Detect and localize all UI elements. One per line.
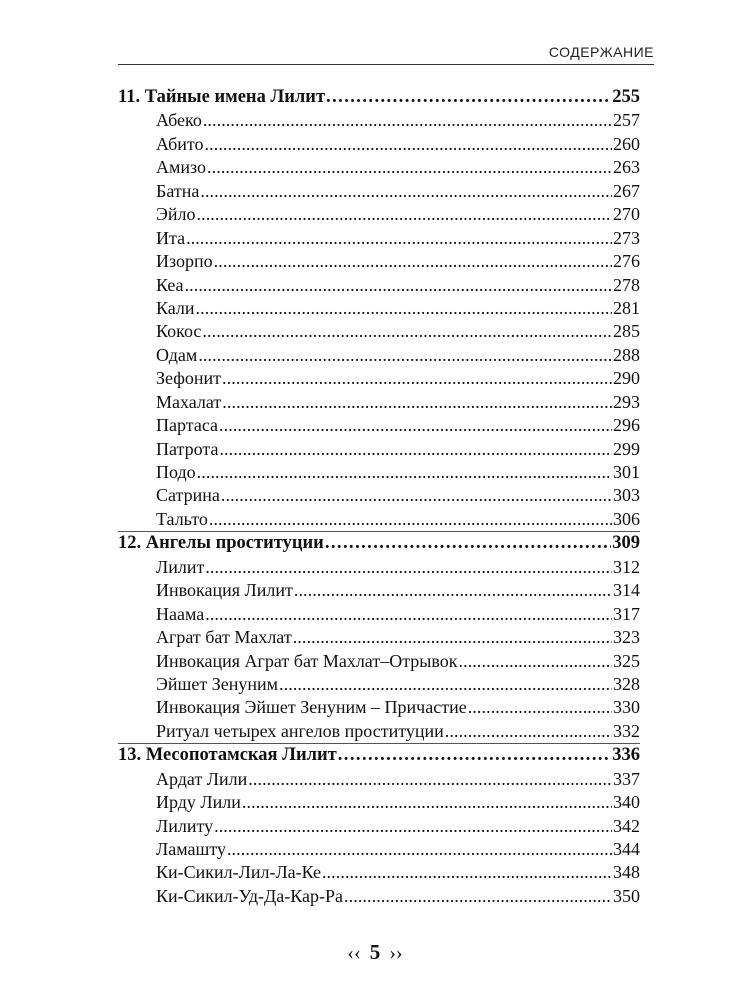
toc-entry — [118, 484, 640, 507]
entry-title: Ки-Сикил-Лил-Ла-Ке — [156, 862, 321, 883]
toc-entry — [118, 133, 640, 156]
entry-title: Наама — [156, 603, 205, 624]
toc-entry — [118, 815, 640, 838]
toc-entry — [118, 838, 640, 861]
footer-left-mark: ‹‹ — [347, 942, 361, 964]
entry-title: Батна — [156, 180, 200, 201]
dot-leader — [221, 484, 612, 507]
dot-leader — [227, 838, 612, 861]
toc-entry — [118, 556, 640, 579]
toc-entry — [118, 650, 640, 673]
entry-title: Ки-Сикил-Уд-Да-Кар-Ра — [156, 885, 344, 906]
entry-title: Зефонит — [156, 368, 222, 389]
entry-page-number: 348 — [613, 862, 640, 883]
toc-entry — [118, 461, 640, 484]
dot-leader — [209, 508, 612, 531]
entry-page-number: 317 — [613, 603, 640, 624]
dot-leader — [219, 438, 612, 461]
toc-entry — [118, 156, 640, 179]
entry-page-number: 285 — [613, 321, 640, 342]
toc-entry — [118, 227, 640, 250]
entry-title: Инвокация Аграт бат Махлат–Отрывок — [156, 650, 458, 671]
dot-leader — [459, 650, 613, 673]
toc-entry — [118, 603, 640, 626]
dot-leader — [294, 579, 612, 602]
entry-page-number: 301 — [613, 462, 640, 482]
toc-entry — [118, 696, 640, 719]
entry-page-number: 260 — [613, 133, 640, 154]
dot-leader — [222, 391, 612, 414]
toc-entry — [118, 791, 640, 814]
entry-title: Ирду Лили — [156, 792, 241, 813]
header-rule — [118, 64, 654, 65]
dot-leader — [205, 133, 612, 156]
chapter-page-number: 309 — [612, 533, 640, 554]
entry-title: Эйло — [156, 204, 196, 225]
dot-leader — [197, 461, 612, 484]
toc-entry — [118, 579, 640, 602]
entry-page-number: 328 — [613, 673, 640, 694]
toc-chapter-entry — [118, 532, 640, 555]
entry-page-number: 270 — [613, 204, 640, 225]
dot-leader — [248, 768, 612, 791]
toc-entry — [118, 297, 640, 320]
toc-entry — [118, 438, 640, 461]
entry-page-number: 293 — [613, 391, 640, 412]
entry-title: Тальто — [156, 508, 208, 529]
dot-leader — [325, 532, 611, 555]
dot-leader — [197, 203, 613, 226]
entry-title: Ита — [156, 227, 186, 248]
dot-leader — [322, 861, 612, 884]
dot-leader — [205, 603, 612, 626]
toc-entry — [118, 180, 640, 203]
entry-title: Лилит — [156, 556, 205, 577]
page-number: 5 — [369, 940, 381, 964]
entry-title: Абито — [156, 133, 204, 154]
entry-page-number: 323 — [613, 627, 640, 648]
entry-title: Кали — [156, 297, 195, 318]
entry-page-number: 314 — [613, 580, 640, 601]
dot-leader — [338, 744, 612, 767]
dot-leader — [198, 344, 612, 367]
dot-leader — [242, 791, 612, 814]
toc-entry — [118, 626, 640, 649]
dot-leader — [219, 414, 612, 437]
toc-entry — [118, 508, 640, 531]
entry-page-number: 276 — [613, 251, 640, 272]
entry-page-number: 273 — [613, 227, 640, 248]
entry-title: Ардат Лили — [156, 768, 248, 789]
entry-page-number: 340 — [613, 792, 640, 813]
entry-title: Ритуал четырех ангелов проституции — [156, 720, 444, 741]
entry-page-number: 312 — [613, 556, 640, 577]
chapter-page-number: 255 — [612, 87, 640, 107]
entry-page-number: 325 — [613, 650, 640, 671]
entry-page-number: 332 — [613, 720, 640, 741]
entry-title: Амизо — [156, 157, 207, 178]
toc-entry — [118, 391, 640, 414]
dot-leader — [222, 367, 612, 390]
entry-title: Лилиту — [156, 815, 214, 836]
entry-title: Инвокация Лилит — [156, 580, 293, 601]
entry-title: Эйшет Зенуним — [156, 673, 279, 694]
toc-entry — [118, 320, 640, 343]
entry-page-number: 290 — [613, 368, 640, 389]
entry-page-number: 337 — [613, 768, 640, 789]
entry-page-number: 288 — [613, 344, 640, 365]
dot-leader — [196, 297, 612, 320]
dot-leader — [207, 156, 612, 179]
chapter-title: 13. Месопотамская Лилит — [118, 745, 337, 766]
entry-title: Абеко — [156, 110, 202, 131]
entry-title: Ламашту — [156, 839, 226, 859]
toc-entry — [118, 720, 640, 743]
chapter-title: 11. Тайные имена Лилит — [118, 87, 326, 107]
entry-title: Изорпо — [156, 251, 213, 272]
toc-entry — [118, 861, 640, 884]
running-head: СОДЕРЖАНИЕ — [548, 44, 654, 60]
entry-page-number: 278 — [613, 274, 640, 295]
toc-entry — [118, 250, 640, 273]
dot-leader — [326, 86, 611, 109]
entry-page-number: 299 — [613, 438, 640, 459]
toc-entry — [118, 768, 640, 791]
entry-page-number: 296 — [613, 415, 640, 436]
entry-page-number: 281 — [613, 297, 640, 318]
dot-leader — [205, 556, 612, 579]
toc-entry — [118, 274, 640, 297]
entry-title: Партаса — [156, 415, 219, 436]
toc-entry — [118, 367, 640, 390]
entry-title: Аграт бат Махлат — [156, 627, 292, 648]
dot-leader — [344, 885, 612, 908]
footer-right-mark: ›› — [389, 942, 403, 964]
toc-entry — [118, 414, 640, 437]
entry-title: Патрота — [156, 438, 219, 459]
dot-leader — [202, 320, 612, 343]
toc-chapter-entry — [118, 86, 640, 109]
entry-title: Кеа — [156, 274, 184, 295]
entry-title: Одам — [156, 344, 198, 365]
entry-page-number: 342 — [613, 815, 640, 836]
page-footer — [0, 940, 750, 965]
dot-leader — [279, 673, 612, 696]
dot-leader — [186, 227, 612, 250]
toc-entry — [118, 109, 640, 132]
entry-page-number: 303 — [613, 485, 640, 506]
entry-page-number: 330 — [613, 697, 640, 718]
chapter-page-number: 336 — [612, 745, 640, 766]
entry-page-number: 344 — [613, 839, 640, 859]
dot-leader — [214, 815, 612, 838]
entry-title: Подо — [156, 462, 196, 482]
entry-title: Кокос — [156, 321, 202, 342]
dot-leader — [185, 274, 612, 297]
toc-entry — [118, 673, 640, 696]
chapter-title: 12. Ангелы проституции — [118, 533, 324, 554]
toc-entry — [118, 885, 640, 908]
entry-page-number: 350 — [613, 885, 640, 906]
entry-title: Инвокация Эйшет Зенуним – Причастие — [156, 697, 467, 718]
entry-page-number: 263 — [613, 157, 640, 178]
dot-leader — [214, 250, 612, 273]
entry-page-number: 306 — [613, 508, 640, 529]
entry-title: Сатрина — [156, 485, 220, 506]
table-of-contents — [118, 86, 640, 908]
dot-leader — [293, 626, 612, 649]
dot-leader — [200, 180, 612, 203]
entry-title: Махалат — [156, 391, 222, 412]
toc-chapter-entry — [118, 744, 640, 767]
entry-page-number: 257 — [613, 110, 640, 131]
dot-leader — [468, 696, 612, 719]
entry-page-number: 267 — [613, 180, 640, 201]
toc-entry — [118, 203, 640, 226]
toc-entry — [118, 344, 640, 367]
dot-leader — [445, 720, 612, 743]
dot-leader — [203, 109, 612, 132]
